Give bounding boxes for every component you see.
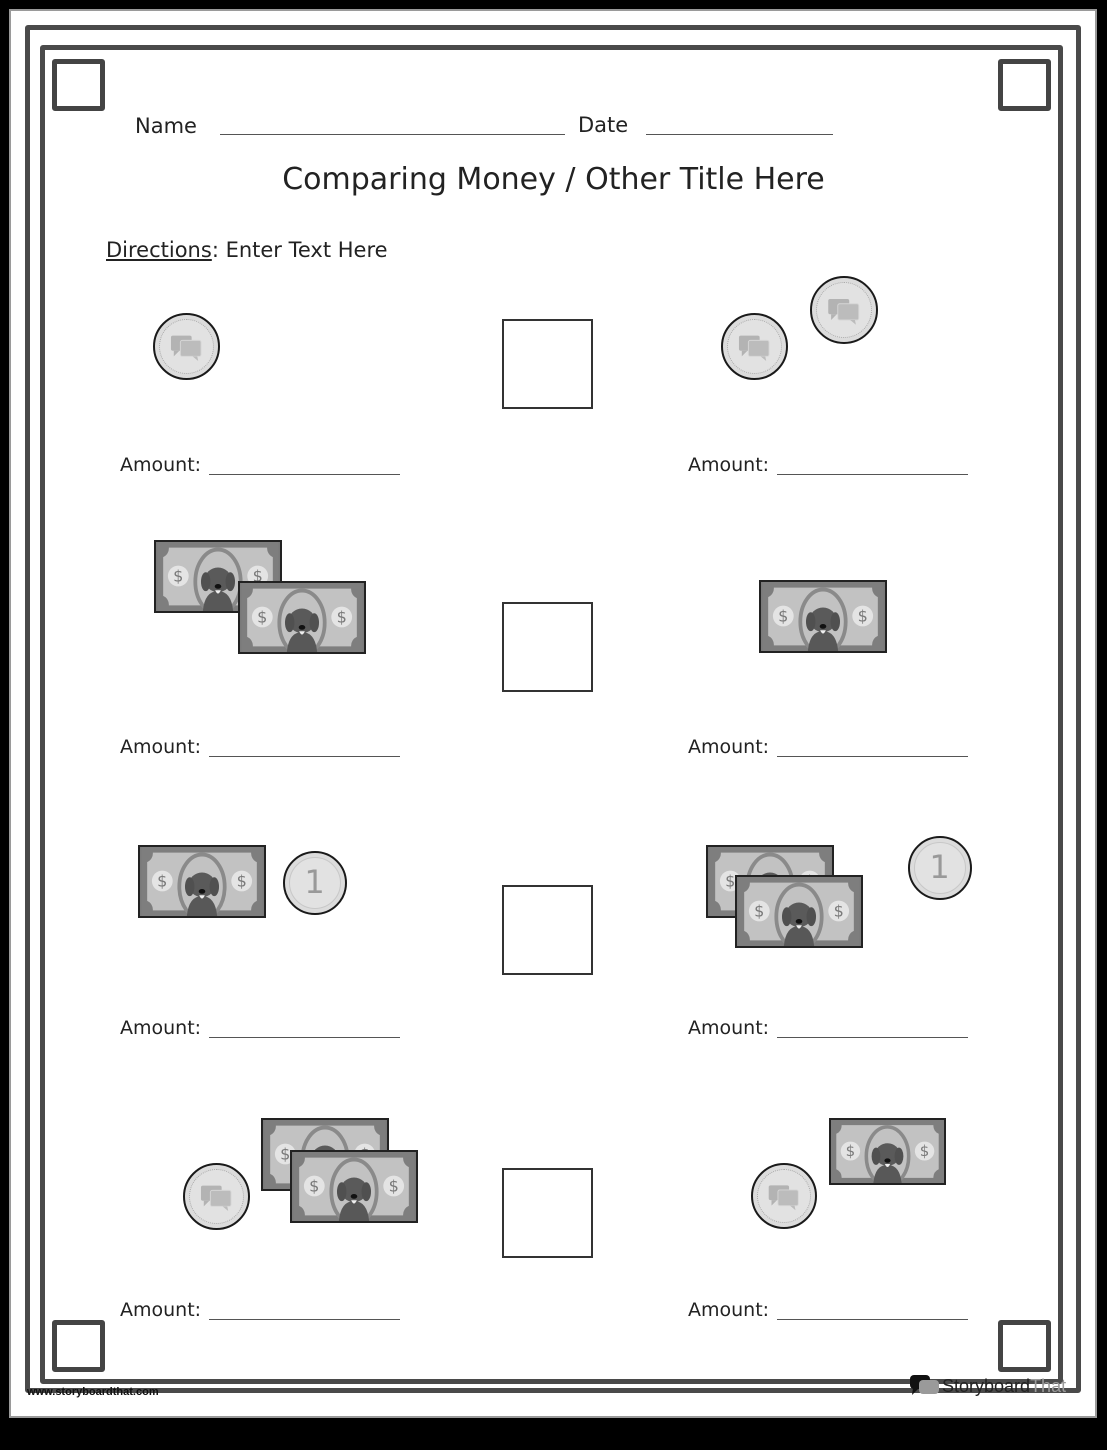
dollar-bill <box>829 1118 946 1185</box>
compare-box-4[interactable] <box>502 1168 593 1258</box>
storyboardthat-logo: StoryboardThat <box>910 1374 1066 1397</box>
dollar-bill <box>238 581 366 654</box>
amount-field-2-left[interactable] <box>209 756 400 757</box>
amount-label: Amount: <box>688 1017 770 1039</box>
amount-label: Amount: <box>688 736 770 758</box>
amount-label: Amount: <box>120 454 202 476</box>
blank-coin <box>721 313 788 380</box>
directions <box>106 238 388 262</box>
amount-field-1-right[interactable] <box>777 474 968 475</box>
amount-label: Amount: <box>120 736 202 758</box>
amount-label: Amount: <box>688 454 770 476</box>
amount-label: Amount: <box>120 1299 202 1321</box>
compare-box-2[interactable] <box>502 602 593 692</box>
amount-label: Amount: <box>120 1017 202 1039</box>
amount-field-3-left[interactable] <box>209 1037 400 1038</box>
chat-bubbles-icon <box>910 1374 942 1396</box>
dollar-bill <box>138 845 266 918</box>
corner-square-top-right <box>998 59 1051 111</box>
corner-square-bottom-left <box>52 1320 105 1372</box>
amount-field-4-right[interactable] <box>777 1319 968 1320</box>
name-label: Name <box>135 114 197 138</box>
amount-field-4-left[interactable] <box>209 1319 400 1320</box>
directions-text: : Enter Text Here <box>211 238 388 262</box>
date-field[interactable] <box>646 134 833 135</box>
amount-label: Amount: <box>688 1299 770 1321</box>
dollar-bill <box>735 875 863 948</box>
blank-coin <box>153 313 220 380</box>
dollar-bill <box>290 1150 418 1223</box>
dollar-bill <box>759 580 887 653</box>
page-title: Comparing Money / Other Title Here <box>282 162 825 197</box>
name-field[interactable] <box>220 134 565 135</box>
compare-box-1[interactable] <box>502 319 593 409</box>
date-label: Date <box>578 113 629 137</box>
amount-field-2-right[interactable] <box>777 756 968 757</box>
corner-square-top-left <box>52 59 105 111</box>
blank-coin <box>183 1163 250 1230</box>
one-coin: 1 <box>283 851 347 915</box>
directions-label: Directions <box>106 238 212 262</box>
blank-coin <box>810 276 878 344</box>
corner-square-bottom-right <box>998 1320 1051 1372</box>
amount-field-1-left[interactable] <box>209 474 400 475</box>
one-coin: 1 <box>908 836 972 900</box>
footer-url[interactable]: www.storyboardthat.com <box>27 1386 159 1398</box>
amount-field-3-right[interactable] <box>777 1037 968 1038</box>
compare-box-3[interactable] <box>502 885 593 975</box>
blank-coin <box>751 1163 817 1229</box>
